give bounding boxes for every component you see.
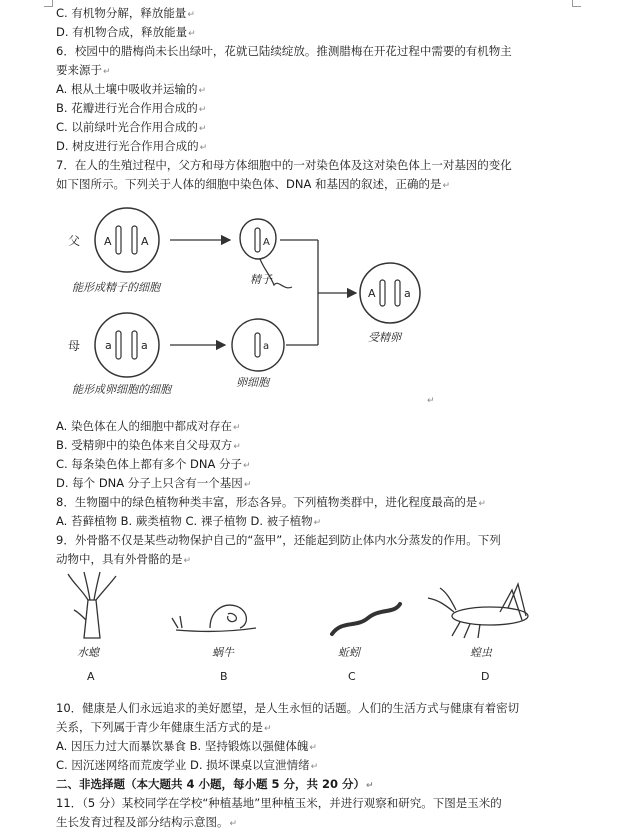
sperm-label: 精子 bbox=[250, 273, 272, 286]
mother-cell-caption: 能形成卵细胞的细胞 bbox=[72, 383, 171, 396]
q7-option-c: C. 每条染色体上都有多个 DNA 分子↵ bbox=[56, 457, 251, 471]
q5-option-d: D. 有机物合成，释放能量↵ bbox=[56, 25, 196, 39]
egg-label: 卵细胞 bbox=[236, 376, 269, 389]
q9-stem-line1: 9．外骨骼不仅是某些动物保护自己的“盔甲”，还能起到防止体内水分蒸发的作用。下列 bbox=[56, 533, 501, 547]
hydra-drawing bbox=[68, 572, 116, 638]
q6-stem-line1: 6．校园中的腊梅尚未长出绿叶，花就已陆续绽放。推测腊梅在开花过程中需要的有机物主 bbox=[56, 44, 512, 58]
zygote-chromosome-1 bbox=[380, 280, 385, 306]
father-gene-left: A bbox=[104, 235, 112, 248]
q5-option-c: C. 有机物分解，释放能量↵ bbox=[56, 6, 195, 20]
sperm-chromosome bbox=[255, 228, 260, 252]
q7-figure bbox=[60, 205, 440, 405]
sperm-cell bbox=[240, 219, 276, 259]
father-chromosome-2 bbox=[132, 226, 137, 254]
animal-name-a: 水螅 bbox=[77, 646, 99, 659]
q11-stem-line1: 11．（5 分）某校同学在学校“种植基地”里种植玉米，并进行观察和研究。下图是玉米的 bbox=[56, 796, 502, 810]
zygote-chromosome-2 bbox=[395, 280, 400, 306]
animal-letter-a: A bbox=[87, 670, 95, 683]
q6-option-c: C. 以前绿叶光合作用合成的↵ bbox=[56, 120, 207, 134]
section-heading: 二、非选择题（本大题共 4 小题，每小题 5 分，共 20 分）↵ bbox=[56, 777, 374, 791]
earthworm-drawing bbox=[332, 604, 400, 634]
father-gene-right: A bbox=[141, 235, 149, 248]
father-cell-caption: 能形成精子的细胞 bbox=[72, 281, 160, 294]
egg-cell bbox=[232, 319, 284, 371]
zygote-label: 受精卵 bbox=[368, 331, 401, 344]
animal-name-c: 蚯蚓 bbox=[338, 646, 360, 659]
q7-stem-line1: 7．在人的生殖过程中，父方和母方体细胞中的一对染色体及这对染色体上一对基因的变化 bbox=[56, 158, 512, 172]
egg-gene: a bbox=[263, 341, 270, 352]
mother-label: 母 bbox=[68, 339, 81, 353]
q7-option-d: D. 每个 DNA 分子上只含有一个基因↵ bbox=[56, 476, 252, 490]
q6-option-a: A. 根从土壤中吸收并运输的↵ bbox=[56, 82, 207, 96]
zygote-gene-left: A bbox=[368, 287, 376, 300]
q8-options: A. 苔藓植物 B. 蕨类植物 C. 裸子植物 D. 被子植物↵ bbox=[56, 514, 322, 528]
animal-letter-b: B bbox=[220, 670, 228, 683]
q10-stem-line2: 关系，下列属于青少年健康生活方式的是↵ bbox=[56, 720, 272, 734]
mother-chromosome-2 bbox=[132, 331, 137, 359]
page-corner-mark-left bbox=[44, 0, 53, 7]
zygote-gene-right: a bbox=[404, 287, 411, 300]
q7-option-a: A. 染色体在人的细胞中都成对存在↵ bbox=[56, 419, 241, 433]
animal-letter-c: C bbox=[348, 670, 356, 683]
father-label: 父 bbox=[68, 234, 81, 248]
animal-letter-d: D bbox=[481, 670, 490, 683]
mother-gene-right: a bbox=[141, 339, 148, 352]
mother-gene-left: a bbox=[105, 339, 112, 352]
q6-stem-line2: 要来源于↵ bbox=[56, 63, 111, 77]
grasshopper-drawing bbox=[428, 584, 528, 638]
q9-figure bbox=[60, 570, 580, 690]
q10-options-ab: A. 因压力过大而暴饮暴食 B. 坚持锻炼以强健体魄↵ bbox=[56, 739, 317, 753]
q6-option-b: B. 花瓣进行光合作用合成的↵ bbox=[56, 101, 207, 115]
q8-stem: 8．生物圈中的绿色植物种类丰富，形态各异。下列植物类群中，进化程度最高的是↵ bbox=[56, 495, 486, 509]
page-corner-mark-right bbox=[572, 0, 581, 7]
father-chromosome-1 bbox=[116, 226, 121, 254]
q11-stem-line2: 生长发育过程及部分结构示意图。↵ bbox=[56, 815, 238, 829]
snail-drawing bbox=[172, 605, 256, 631]
q7-figure-paragraph-mark: ↵ bbox=[427, 396, 435, 406]
animal-name-b: 蜗牛 bbox=[212, 646, 234, 659]
q7-option-b: B. 受精卵中的染色体来自父母双方↵ bbox=[56, 438, 241, 452]
animal-name-d: 蝗虫 bbox=[470, 646, 492, 659]
egg-chromosome bbox=[255, 333, 260, 357]
q9-stem-line2: 动物中，具有外骨骼的是↵ bbox=[56, 552, 192, 566]
mother-chromosome-1 bbox=[116, 331, 121, 359]
q10-stem-line1: 10．健康是人们永远追求的美好愿望，是人生永恒的话题。人们的生活方式与健康有着密切 bbox=[56, 701, 520, 715]
q6-option-d: D. 树皮进行光合作用合成的↵ bbox=[56, 139, 208, 153]
q7-stem-line2: 如下图所示。下列关于人体的细胞中染色体、DNA 和基因的叙述，正确的是↵ bbox=[56, 177, 451, 191]
sperm-gene: A bbox=[263, 237, 270, 248]
q10-options-cd: C. 因沉迷网络而荒废学业 D. 损坏课桌以宣泄情绪↵ bbox=[56, 758, 319, 772]
